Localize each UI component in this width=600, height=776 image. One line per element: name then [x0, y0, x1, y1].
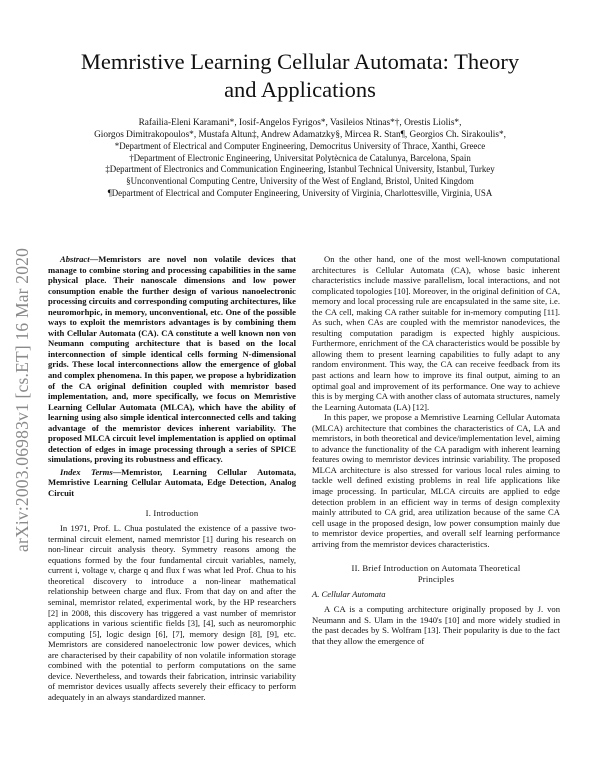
- subsection-cellular-automata: A. Cellular Automata: [312, 589, 386, 600]
- title-line-1: Memristive Learning Cellular Automata: Theory: [80, 49, 520, 74]
- abstract-text: —Memristors are novel non volatile devices that manage to combine storing and processing capabilities in the same physical place. Their nanoscale dimensions and low power consumption enable the further design of various nanoelectronic processing circuits and corresponding computing architectures, like neuromorhpic, in memory, unconventional, etc. One of the possible ways to exploit the memristors advantages is by combining them with Cellular Automata (CA). CA constitute a well known non von Neumann computing architecture that is based on the local interconnection of simple identical cells forming N-dimensional grids. These local interconnections allow the emergence of global and complex phenomena. In this paper, we propose a hybridization of the CA original definition coupled with memristor based implementation, and, more specifically, we focus on Memristive Learning Cellular Automata (MLCA), which have the ability of learning using also simple identical interconnected cells and taking advantage of the memristor devices inherent variability. The proposed MLCA circuit level implementation is applied on optimal detection of edges in image processing through a series of SPICE simulations, proving its robustness and efficacy.: [48, 254, 296, 465]
- section-1-paragraph-1: In 1971, Prof. L. Chua postulated the existence of a passive two-terminal circuit element, named memristor [1] during his research on non-linear circuit analysis theory. Symmetry reasons among the equations formed by the four fundamental circuit variables, namely, current i, voltage v, charge q and flux f was what led Prof. Chua to his theoretical discovery to introduce a non-linear mathematical relationship between charge and flux. From that day on and after the seminal, memristor related, experimental work, by the HP researchers [2] in 2008, this discovery has triggered a vast number of memristor applications in various scientific fields [3], [4], such as neuromorphic computing [5], logic design [6], [7], memory design [8], [9], etc. Memristors are considered nanoelectronic low power devices, which are characterised by their capability of non volatile information storage combined with the potential to perform computations on the same device. Nevertheless, and towards their fabrication, intrinsic variability of memristor devices usually affects severely their efficacy to perform adequately in an always standardized manner.: [48, 523, 296, 702]
- index-terms: [48, 467, 296, 499]
- section-2-heading-line-2: Principles: [417, 573, 455, 584]
- section-1-heading: I. Introduction: [145, 507, 199, 518]
- index-terms-label: Index Terms: [60, 466, 113, 477]
- left-column: [48, 254, 296, 702]
- abstract-label: Abstract: [60, 254, 90, 264]
- section-2-paragraph-1: A CA is a computing architecture originally proposed by J. von Neumann and S. Ulam in the 1940's [10] and more widely studied in the past decades by S. Wolfram [13]. Their popularity is due to the fact that they allow the emergence of: [312, 603, 560, 646]
- author-line-1: Rafailia-Eleni Karamani*, Iosif-Angelos Fyrigos*, Vasileios Ntinas*†, Orestis Liolis*,: [138, 118, 462, 128]
- section-2-heading-line-1: II. Brief Introduction on Automata Theoretical: [351, 563, 521, 574]
- section-1-paragraph-3: In this paper, we propose a Memristive Learning Cellular Automata (MLCA) architecture that combines the characteristics of CA, LA and memristors, in both theoretical and device/implementation level, aiming to advance the functionality of the CA paradigm with inherent learning features owing to memristor devices intrinsic variability. The proposed MLCA architecture is also stressed for various local rules aiming to tackle well defined existing problems in real life applications like image processing. In particular, MLCA circuits are applied to edge detection problem in an efficient way in terms of design complexity mainly attributed to CA grid, area utilization because of the same CA cell usage in the proposed design, low power consumption mainly due to memristor device properties, and overall self learning performance arriving from the memristor devices characteristics.: [312, 412, 560, 549]
- author-block: [40, 118, 560, 199]
- paper-title: [40, 48, 560, 104]
- affiliation-2: †Department of Electronic Engineering, Universitat Polytècnica de Catalunya, Barcelona, Spain: [129, 152, 471, 163]
- right-column: [312, 254, 560, 646]
- affiliation-3: ‡Department of Electronics and Communication Engineering, Istanbul Technical University, Istanbul, Turkey: [105, 164, 495, 175]
- index-terms-text: —Memristor, Learning Cellular Automata, Memristive Learning Cellular Automata, Edge Detection, Analog Circuit: [48, 466, 296, 499]
- affiliation-5: ¶Department of Electrical and Computer Engineering, University of Virginia, Charlottesville, Virginia, USA: [107, 187, 493, 198]
- section-1-paragraph-2: On the other hand, one of the most well-known computational architectures is Cellular Automata (CA), whose basic inherent characteristics include massive parallelism, local interactions, and not complicated topologies [10]. Moreover, in the original definition of CA, memory and local processing rule are encapsulated in the same site, i.e. the CA cell, making CA rather suitable for in-memory computing [11]. As such, when CAs are coupled with the memristor nanodevices, the resulting computation paradigm is expected highly auspicious. Furthermore, enrichment of the CA characteristics would be possible by allowing them to present learning capabilities to fully adapt to any random environment. This way, the CA can receive feedback from its past actions and learn how to improve its final output, aiming to an optimal goal and improvement of its performance. One way to achieve this is by merging CA with another class of automata structures, namely the Learning Automata (LA) [12].: [312, 254, 560, 412]
- spacer: [312, 549, 560, 554]
- title-line-2: and Applications: [224, 77, 376, 102]
- arxiv-identifier[interactable]: arXiv:2003.06983v1 [cs.ET] 16 Mar 2020: [12, 247, 32, 552]
- affiliation-4: §Unconventional Computing Centre, University of the West of England, Bristol, United Kingdom: [126, 175, 474, 186]
- abstract: [48, 254, 296, 465]
- affiliation-1: *Department of Electrical and Computer Engineering, Democritus University of Thrace, Xanthi, Greece: [114, 141, 486, 152]
- section-2-heading: [312, 563, 560, 584]
- author-line-2: Giorgos Dimitrakopoulos*, Mustafa Altun‡, Andrew Adamatzky§, Mircea R. Stan¶, Georgios Ch. Sirakoulis*,: [94, 129, 506, 140]
